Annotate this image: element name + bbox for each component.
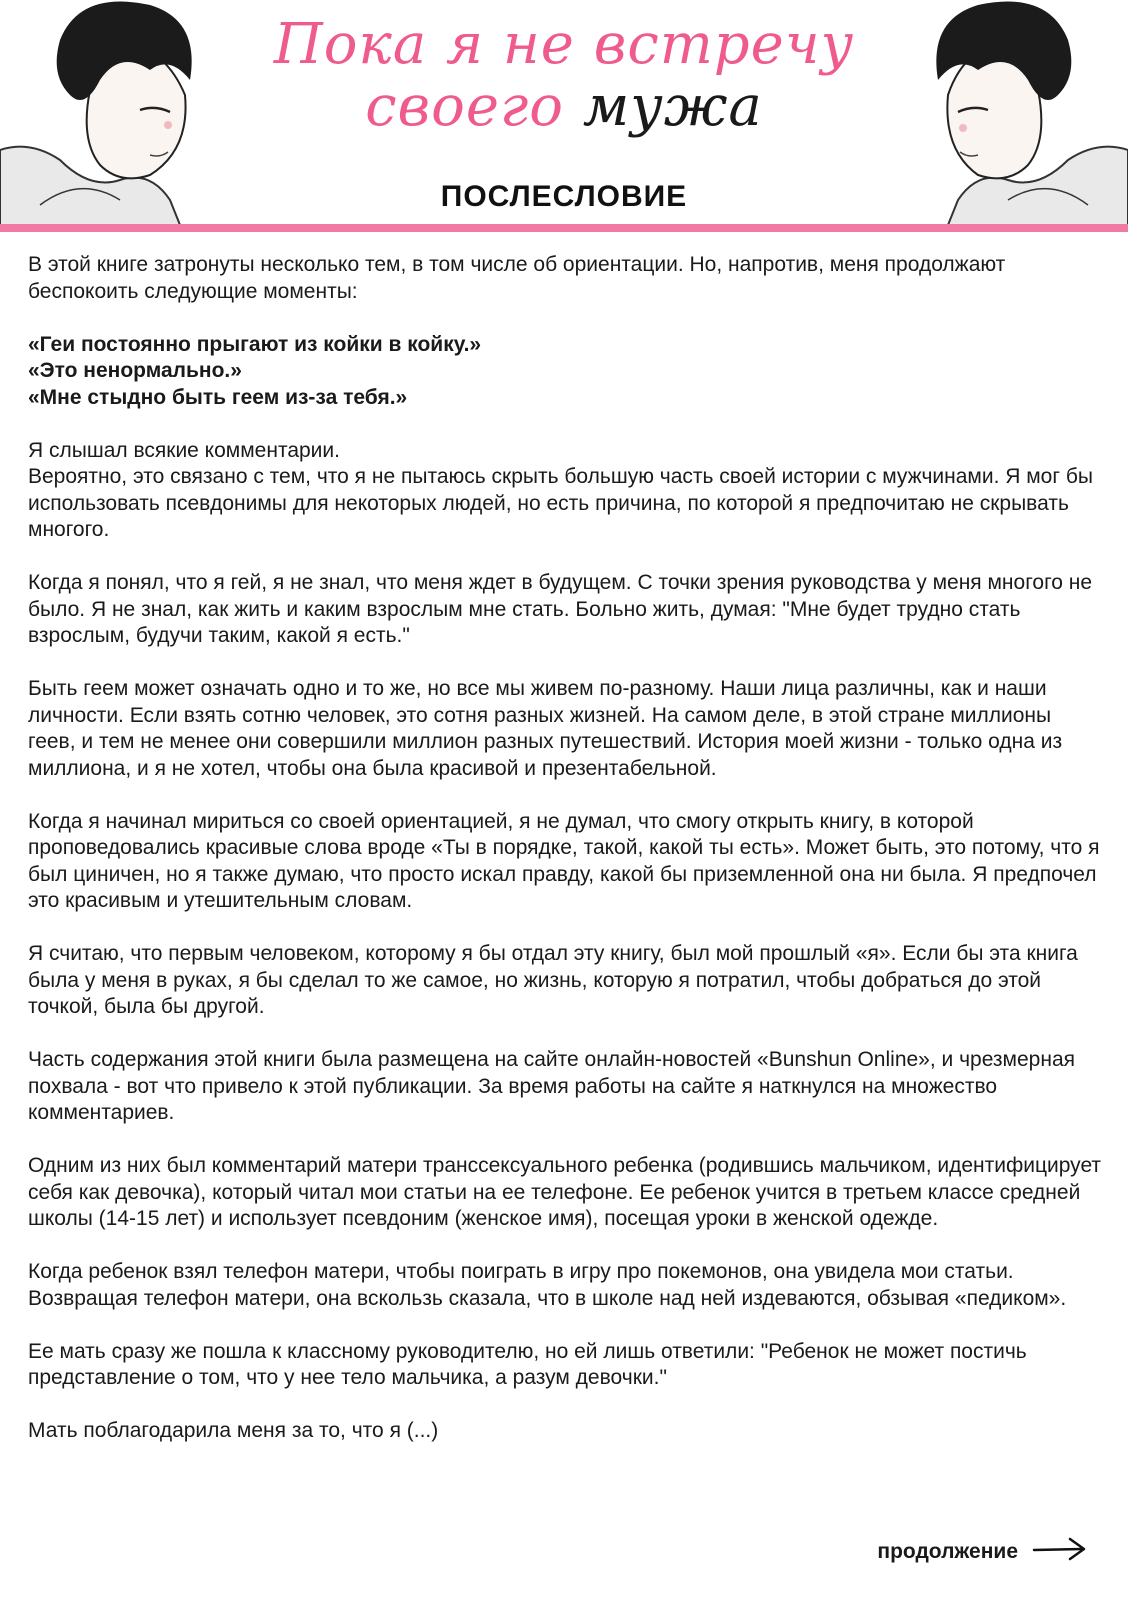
quoted-comments: «Геи постоянно прыгают из койки в койку.» «Это ненормально.» «Мне стыдно быть геем из-за тебя.» [28, 332, 482, 409]
title-line-2 [210, 76, 918, 138]
paragraph-6: Когда я начинал мириться со своей ориентацией, я не думал, что смогу открыть книгу, в которой проповедовались красивые слова вроде «Ты в порядке, такой, какой ты есть». Может быть, это потому, что я был циничен, но я также думаю, что просто искал правду, какой бы приземленной она ни была. Я предпочел это красивым и утешительным словам. [28, 809, 1100, 912]
page-header [0, 0, 1128, 232]
afterword-body [28, 252, 1104, 1471]
right-character-portrait [923, 0, 1128, 225]
paragraph-8: Часть содержания этой книги была размещена на сайте онлайн-новостей «Bunshun Online», и чрезмерная похвала - вот что привело к этой публикации. За время работы на сайте я наткнулся на множество комментариев. [28, 1048, 1075, 1124]
paragraph-5: Быть геем может означать одно и то же, но все мы живем по-разному. Наши лица различны, как и наши личности. Если взять сотню человек, это сотня разных жизней. На самом деле, в этой стране миллионы геев, и тем не менее они совершили миллион разных путешествий. История моей жизни - только одна из миллиона, и я не хотел, чтобы она была красивой и презентабельной. [28, 677, 1063, 780]
header-divider [0, 224, 1128, 232]
paragraph-3: Я слышал всякие комментарии. Вероятно, это связано с тем, что я не пытаюсь скрыть большую часть своей истории с мужчинами. Я мог бы использовать псевдонимы для некоторых людей, но есть причина, по которой я предпочитаю не скрывать многого. [28, 438, 1093, 541]
left-character-portrait [0, 0, 205, 225]
paragraph-10: Когда ребенок взял телефон матери, чтобы поиграть в игру про покемонов, она увидела мои статьи. Возвращая телефон матери, она вскользь сказала, что в школе над ней издеваются, обзывая «педиком». [28, 1260, 1067, 1310]
arrow-right-icon [1032, 1536, 1088, 1568]
title-word-muzha: мужа [582, 74, 763, 139]
paragraph-12: Мать поблагодарила меня за то, что я (...) [28, 1419, 439, 1442]
section-heading: ПОСЛЕСЛОВИЕ [440, 180, 688, 213]
continue-label: продолжение [877, 1540, 1018, 1563]
title-line-1: Пока я не встречу [273, 12, 855, 77]
continue-indicator [877, 1536, 1088, 1568]
paragraph-4: Когда я понял, что я гей, я не знал, что меня ждет в будущем. С точки зрения руководства у меня многого не было. Я не знал, как жить и каким взрослым мне стать. Больно жить, думая: "Мне будет трудно стать взрослым, будучи таким, какой я есть." [28, 571, 1093, 647]
title-word-svoego: своего [365, 74, 565, 139]
paragraph-11: Ее мать сразу же пошла к классному руководителю, но ей лишь ответили: "Ребенок не может постичь представление о том, что у нее тело мальчика, а разум девочки." [28, 1339, 1027, 1389]
paragraph-9: Одним из них был комментарий матери транссексуального ребенка (родившись мальчиком, идентифицирует себя как девочка), который читал мои статьи на ее телефоне. Ее ребенок учится в третьем классе средней школы (14-15 лет) и использует псевдоним (женское имя), посещая уроки в женской одежде. [28, 1154, 1102, 1230]
paragraph-1: В этой книге затронуты несколько тем, в том числе об ориентации. Но, напротив, меня продолжают беспокоить следующие моменты: [28, 253, 1006, 303]
title-block [210, 14, 918, 138]
paragraph-7: Я считаю, что первым человеком, которому я бы отдал эту книгу, был мой прошлый «я». Если бы эта книга была у меня в руках, я бы сделал то же самое, но жизнь, которую я потратил, чтобы добраться до этой точкой, была бы другой. [28, 942, 1078, 1018]
